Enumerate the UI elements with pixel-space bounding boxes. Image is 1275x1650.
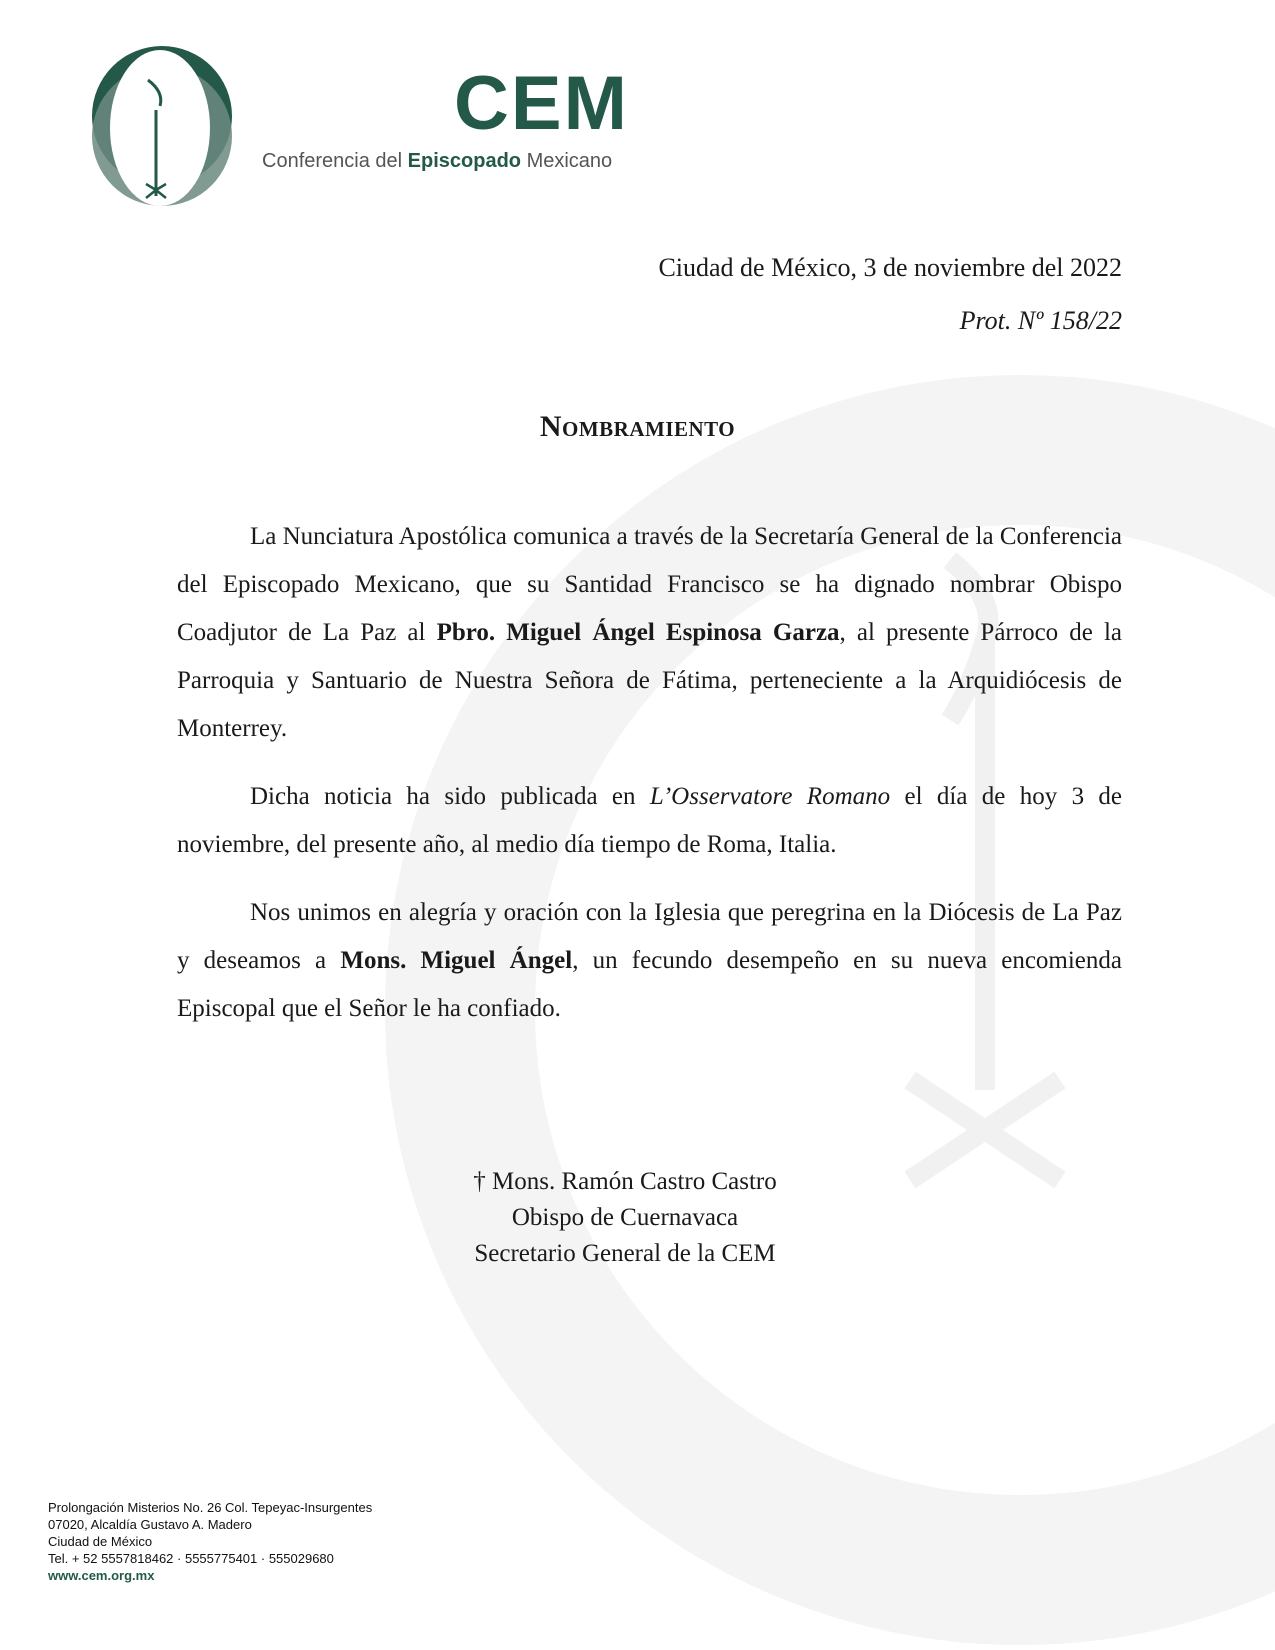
footer-address-line-1: Prolongación Misterios No. 26 Col. Tepeyac-Insurgentes bbox=[48, 1500, 373, 1515]
logo-name-bold: Episcopado bbox=[407, 150, 522, 172]
p3-text-b: , un fecundo desempeño en su nueva encomienda Episcopal que el Señor le ha confiado. bbox=[177, 947, 1122, 1022]
p2-text-b: el día de hoy 3 de noviembre, del presente año, al medio día tiempo de Roma, Italia. bbox=[177, 783, 1123, 858]
signature-office: Secretario General de la CEM bbox=[474, 1240, 776, 1267]
p1-bold-name: Pbro. Miguel Ángel Espinosa Garza bbox=[436, 619, 840, 646]
paragraph-3 bbox=[177, 889, 1122, 1033]
footer-city: Ciudad de México bbox=[48, 1534, 153, 1549]
logo-org-name bbox=[262, 151, 612, 171]
footer-address bbox=[48, 1499, 372, 1584]
paragraph-2 bbox=[177, 773, 1122, 869]
document-title: Nombramiento bbox=[539, 410, 736, 443]
logo-name-suffix: Mexicano bbox=[521, 150, 613, 172]
paragraph-1 bbox=[177, 513, 1122, 753]
p1-text-b: , al presente Párroco de la Parroquia y Santuario de Nuestra Señora de Fátima, perteneciente a la Arquidiócesis de Monterrey. bbox=[177, 619, 1122, 742]
p3-text-a: Nos unimos en alegría y oración con la Iglesia que peregrina en la Diócesis de La Paz y deseamos a bbox=[177, 899, 1122, 974]
footer-phones: Tel. + 52 5557818462 · 5555775401 · 555029680 bbox=[48, 1551, 334, 1566]
cem-logo-icon bbox=[72, 36, 252, 216]
p2-italic-publication: L’Osservatore Romano bbox=[649, 783, 891, 810]
protocol-number: Prot. Nº 158/22 bbox=[959, 306, 1122, 335]
p1-text-a: La Nunciatura Apostólica comunica a través de la Secretaría General de la Conferencia del Episcopado Mexicano, que su Santidad Francisco se ha dignado nombrar Obispo Coadjutor de La Paz al bbox=[177, 523, 1122, 646]
logo-name-prefix: Conferencia del bbox=[262, 150, 408, 172]
p2-text-a: Dicha noticia ha sido publicada en bbox=[250, 783, 650, 810]
p3-bold-name: Mons. Miguel Ángel bbox=[340, 947, 573, 974]
signature-role: Obispo de Cuernavaca bbox=[511, 1204, 739, 1231]
logo-acronym: CEM bbox=[454, 61, 629, 146]
signature-block bbox=[0, 1164, 1250, 1272]
footer-address-line-2: 07020, Alcaldía Gustavo A. Madero bbox=[48, 1517, 252, 1532]
letter-body bbox=[177, 513, 1122, 1053]
footer-website-link[interactable]: www.cem.org.mx bbox=[48, 1568, 155, 1583]
date-line: Ciudad de México, 3 de noviembre del 2022 bbox=[658, 253, 1122, 282]
signature-name: † Mons. Ramón Castro Castro bbox=[473, 1168, 777, 1195]
